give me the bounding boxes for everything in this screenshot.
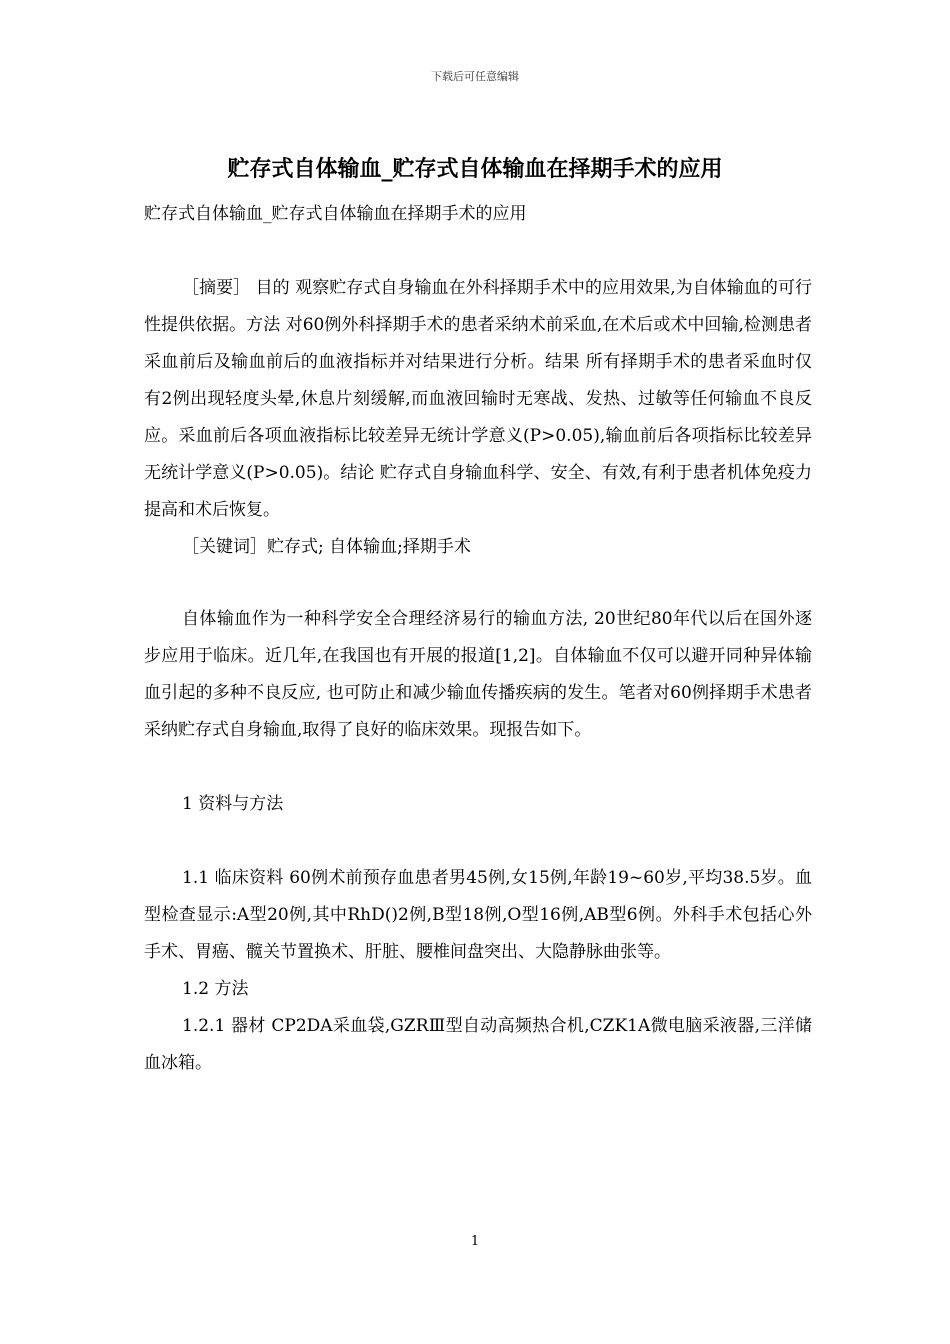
page-number: 1 xyxy=(470,1234,480,1249)
spacer xyxy=(144,566,812,601)
section-1-2-1-paragraph: 1.2.1 器材 CP2DA采血袋,GZRⅢ型自动高频热合机,CZK1A微电脑采液器,三洋储血冰箱。 xyxy=(144,1016,812,1073)
section-1-1-paragraph: 1.1 临床资料 60例术前预存血患者男45例,女15例,年龄19~60岁,平均38.5岁。血型检查显示:A型20例,其中RhD()2例,B型18例,O型16例,AB型6例。外科手术包括心外手术、胃癌、髋关节置换术、肝脏、腰椎间盘突出、大隐静脉曲张等。 xyxy=(144,868,812,962)
keywords-paragraph: ［关键词］贮存式; 自体输血;择期手术 xyxy=(182,537,471,557)
spacer xyxy=(144,233,812,270)
page-header: 下载后可任意编辑 xyxy=(431,70,519,83)
section-heading-1-2: 1.2 方法 xyxy=(182,979,249,999)
document-body xyxy=(144,196,812,1082)
document-title: 贮存式自体输血_贮存式自体输血在择期手术的应用 xyxy=(227,157,723,182)
intro-paragraph: 自体输血作为一种科学安全合理经济易行的输血方法, 20世纪80年代以后在国外逐步应用于临床。近几年,在我国也有开展的报道[1,2]。自体输血不仅可以避开同种异体输血引起的多种不良反应, 也可防止和减少输血传播疾病的发生。笔者对60例择期手术患者采纳贮存式自身输血,取得了良好的临床效果。现报告如下。 xyxy=(144,609,812,740)
abstract-paragraph: ［摘要］ 目的 观察贮存式自身输血在外科择期手术中的应用效果,为自体输血的可行性提供依据。方法 对60例外科择期手术的患者采纳术前采血,在术后或术中回输,检测患者采血前后及输血前后的血液指标并对结果进行分析。结果 所有择期手术的患者采血时仅有2例出现轻度头晕,休息片刻缓解,而血液回输时无寒战、发热、过敏等任何输血不良反应。采血前后各项血液指标比较差异无统计学意义(P>0.05),输血前后各项指标比较差异无统计学意义(P>0.05)。结论 贮存式自身输血科学、安全、有效,有利于患者机体免疫力提高和术后恢复。 xyxy=(144,278,812,520)
spacer xyxy=(144,749,812,786)
spacer xyxy=(144,823,812,860)
document-subtitle: 贮存式自体输血_贮存式自体输血在择期手术的应用 xyxy=(144,204,527,224)
section-heading-1: 1 资料与方法 xyxy=(182,794,284,814)
